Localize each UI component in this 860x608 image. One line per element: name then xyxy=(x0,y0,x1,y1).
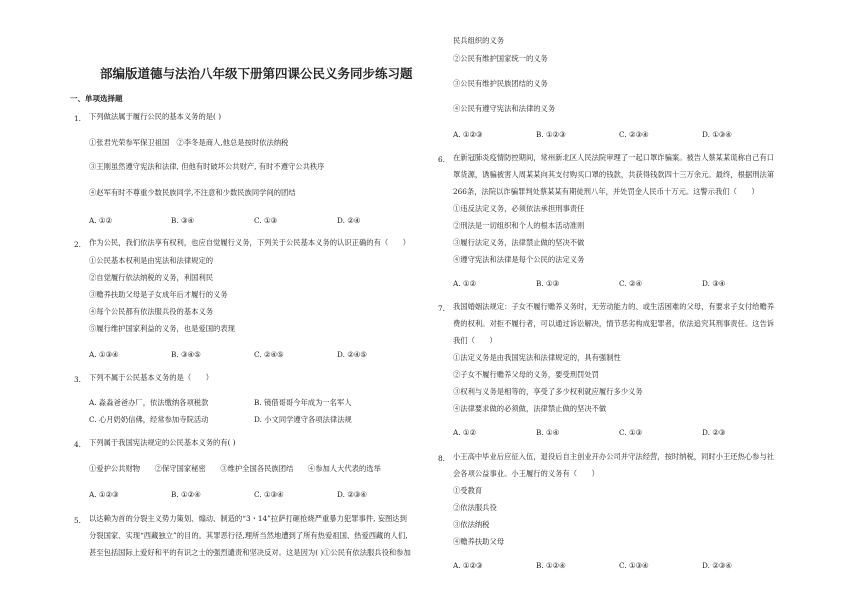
question-5-item: ③公民有维护民族团结的义务 xyxy=(453,79,548,88)
question-3-option-a[interactable]: A. 淼淼爸爸办厂，依法缴纳各项税款 xyxy=(89,398,209,407)
question-1-item: ④赵军有时不尊重少数民族同学,不注意和少数民族同学间的团结 xyxy=(89,188,296,197)
question-5-item: ②公民有维护国家统一的义务 xyxy=(453,54,548,63)
question-2-stem: 作为公民，我们依法享有权利，也应自觉履行义务，下列关于公民基本义务的认识正确的有（ ） xyxy=(89,238,411,247)
question-4-option-d[interactable]: D. ②③④ xyxy=(337,490,367,499)
question-8-option-c[interactable]: C. ①③④ xyxy=(619,561,649,570)
question-8-option-d[interactable]: D. ②③④ xyxy=(702,561,732,570)
question-2-option-c[interactable]: C. ②④⑤ xyxy=(254,350,284,359)
question-1-option-c[interactable]: C. ①③ xyxy=(254,216,278,225)
question-6-line: 在新冠肺炎疫情防控期间，常州新北区人民法院审理了一起口罩诈骗案。被告人蔡某某谎称自己有口 xyxy=(453,153,775,162)
question-5-line: 民兵组织的义务 xyxy=(453,36,505,45)
question-3-stem: 下列不属于公民基本义务的是（ ） xyxy=(89,373,214,382)
question-1-option-a[interactable]: A. ①② xyxy=(89,216,112,225)
question-3-option-d[interactable]: D. 小文同学遵守各项法律法规 xyxy=(254,415,352,424)
question-5-option-a[interactable]: A. ①②③ xyxy=(453,130,483,139)
question-6-option-b[interactable]: B. ①③ xyxy=(536,279,560,288)
question-2-option-a[interactable]: A. ①③④ xyxy=(89,350,119,359)
question-4-stem: 下列属于我国宪法规定的公民基本义务的有( ) xyxy=(89,438,236,447)
question-7-line: 我们（ ） xyxy=(453,336,497,345)
question-4-option-b[interactable]: B. ①②④ xyxy=(171,490,201,499)
question-2-item: ③赡养扶助父母是子女成年后才履行的义务 xyxy=(89,290,228,299)
page-title: 部编版道德与法治八年级下册第四课公民义务同步练习题 xyxy=(100,66,413,81)
question-8-number: 8. xyxy=(438,454,445,463)
question-6-option-d[interactable]: D. ③④ xyxy=(702,279,726,288)
question-7-option-a[interactable]: A. ①② xyxy=(453,428,476,437)
question-6-item: ②刑法是一切组织和个人的根本活动准则 xyxy=(453,221,585,230)
question-4-item: ①爱护公共财物 ②保守国家秘密 ③维护全国各民族团结 ④参加人大代表的选举 xyxy=(89,464,381,473)
question-2-number: 2. xyxy=(74,240,81,249)
question-7-option-d[interactable]: D. ②③ xyxy=(702,428,726,437)
question-7-item: ④法律要求做的必须做，法律禁止做的坚决不做 xyxy=(453,404,607,413)
question-5-item: ④公民有遵守宪法和法律的义务 xyxy=(453,104,556,113)
question-8-item: ④赡养扶助父母 xyxy=(453,537,505,546)
question-5-option-d[interactable]: D. ①③④ xyxy=(702,130,732,139)
question-7-line: 费的权利。对拒不履行者，可以通过诉讼解决，情节恶劣构成犯罪者，依法追究其刑事责任。这告诉 xyxy=(453,319,775,328)
question-6-option-a[interactable]: A. ①② xyxy=(453,279,476,288)
question-2-item: ②自觉履行依法纳税的义务，利国利民 xyxy=(89,273,214,282)
question-7-option-b[interactable]: B. ①④ xyxy=(536,428,560,437)
question-2-item: ⑤履行维护国家利益的义务，也是爱国的表现 xyxy=(89,324,235,333)
question-1-item: ①张君光荣参军保卫祖国 ②李冬是商人,他总是按时依法纳税 xyxy=(89,138,289,147)
question-1-number: 1. xyxy=(74,114,81,123)
question-7-item: ②子女不履行赡养父母的义务，要受刑罚处罚 xyxy=(453,370,599,379)
question-2-item: ④每个公民都有依法服兵役的基本义务 xyxy=(89,307,214,316)
question-2-option-b[interactable]: B. ③④⑤ xyxy=(171,350,201,359)
question-8-option-b[interactable]: B. ①②④ xyxy=(536,561,566,570)
question-6-option-c[interactable]: C. ②④ xyxy=(619,279,643,288)
question-6-item: ④遵守宪法和法律是每个公民的法定义务 xyxy=(453,255,585,264)
question-7-item: ①法定义务是由我国宪法和法律规定的，具有强制性 xyxy=(453,353,621,362)
question-4-option-a[interactable]: A. ①②③ xyxy=(89,490,119,499)
question-1-stem: 下列做法属于履行公民的基本义务的是( ) xyxy=(89,112,222,121)
question-6-item: ①违反法定义务，必须依法承担刑事责任 xyxy=(453,204,585,213)
question-1-option-d[interactable]: D. ②④ xyxy=(337,216,361,225)
question-6-number: 6. xyxy=(438,155,445,164)
question-4-number: 4. xyxy=(74,440,81,449)
question-1-option-b[interactable]: B. ③④ xyxy=(171,216,195,225)
question-5-line: 以达赖为首的分裂主义势力策划、煽动、制造的“3・14”拉萨打砸抢烧严重暴力犯罪事件, 妄图达到 xyxy=(89,514,407,523)
section-heading: 一、单项选择题 xyxy=(70,94,123,103)
question-3-option-b[interactable]: B. 镜借哥哥今年成为一名军人 xyxy=(254,398,352,407)
question-5-line: 分裂国家、实现“西藏独立”的目的。其罪恶行径,理所当然地遭到了所有热爱祖国、热爱西藏的人们, xyxy=(89,531,408,540)
question-8-line: 小王高中毕业后应征入伍，退役后自主创业开办公司并守法经营，按时纳税，同时小王还热心参与社 xyxy=(453,452,775,461)
question-7-number: 7. xyxy=(438,304,445,313)
question-3-number: 3. xyxy=(74,375,81,384)
question-8-item: ①受教育 xyxy=(453,486,483,495)
question-2-option-d[interactable]: D. ②④⑤ xyxy=(337,350,367,359)
question-5-option-c[interactable]: C. ②③④ xyxy=(619,130,649,139)
question-3-option-c[interactable]: C. 心月奶奶信佛，经常参加寺院活动 xyxy=(89,415,209,424)
question-6-line: 罩货源，诱骗被害人周某某向其支付购买口罩的钱款，共获得钱款四十三万余元。最终，根据刑法第 xyxy=(453,170,775,179)
question-7-option-c[interactable]: C. ①③ xyxy=(619,428,643,437)
question-6-line: 266条，法院以诈骗罪判处蔡某某有期徒刑八年，并处罚金人民币十万元。这警示我们（ ） xyxy=(453,187,759,196)
question-7-line: 我国婚姻法规定：子女不履行赡养义务时，无劳动能力的、或生活困难的父母，有要求子女付给赡养 xyxy=(453,302,775,311)
question-6-item: ③履行法定义务，法律禁止做的坚决不做 xyxy=(453,238,585,247)
question-8-line: 会各项公益事业。小王履行的义务有（ ） xyxy=(453,469,599,478)
question-5-option-b[interactable]: B. ①②③ xyxy=(536,130,566,139)
question-4-option-c[interactable]: C. ①③④ xyxy=(254,490,284,499)
question-2-item: ①公民基本权利是由宪法和法律规定的 xyxy=(89,256,214,265)
question-1-item: ③王刚虽然遵守宪法和法律, 但他有时破坏公共财产, 有时不遵守公共秩序 xyxy=(89,162,325,171)
question-5-number: 5. xyxy=(74,516,81,525)
question-8-option-a[interactable]: A. ①②③ xyxy=(453,561,483,570)
question-8-item: ②依法服兵役 xyxy=(453,503,497,512)
question-8-item: ③依法纳税 xyxy=(453,520,490,529)
question-5-line: 甚至包括国际上爱好和平的有识之士的强烈谴责和坚决反对。这是因为( )①公民有依法服兵役和参加 xyxy=(89,548,411,557)
question-7-item: ③权利与义务是相等的，享受了多少权利就应履行多少义务 xyxy=(453,387,643,396)
